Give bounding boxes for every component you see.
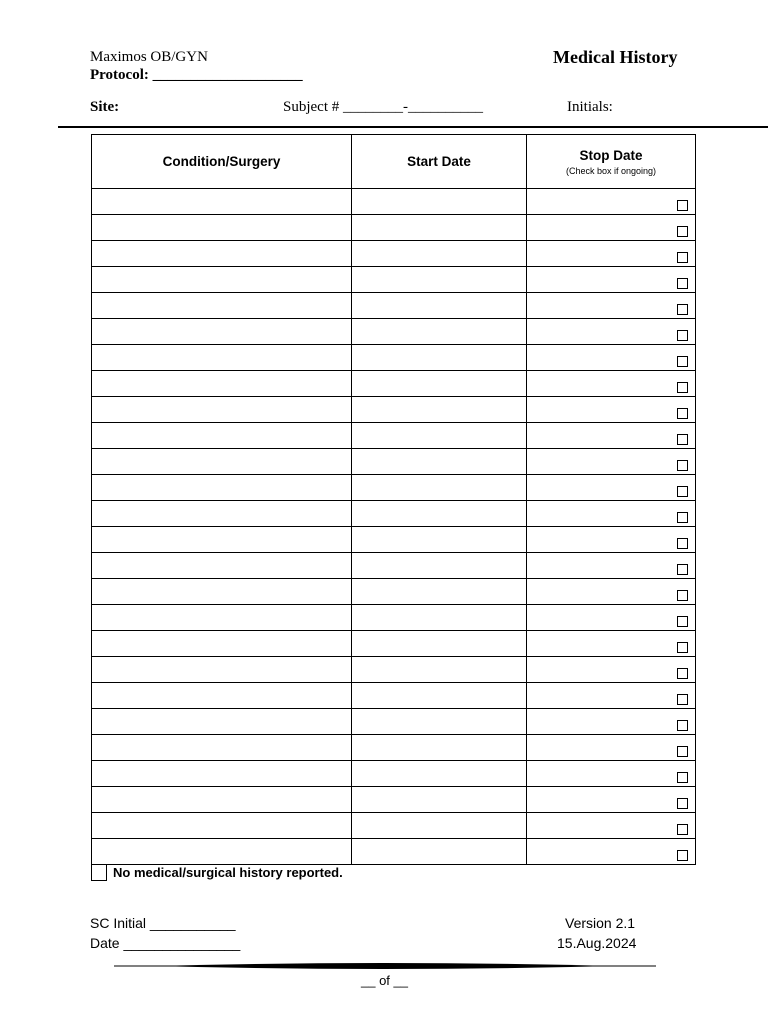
condition-cell[interactable]: [92, 631, 352, 657]
stop-date-cell[interactable]: [527, 683, 696, 709]
table-row: [92, 397, 696, 423]
start-date-cell[interactable]: [352, 683, 527, 709]
no-history-checkbox[interactable]: [91, 864, 107, 881]
condition-cell[interactable]: [92, 423, 352, 449]
ongoing-checkbox[interactable]: [677, 746, 688, 757]
ongoing-checkbox[interactable]: [677, 668, 688, 679]
condition-cell[interactable]: [92, 709, 352, 735]
stop-date-cell[interactable]: [527, 267, 696, 293]
table-row: [92, 345, 696, 371]
clinic-name: Maximos OB/GYN: [90, 49, 208, 65]
condition-cell[interactable]: [92, 735, 352, 761]
start-date-cell[interactable]: [352, 631, 527, 657]
start-date-cell[interactable]: [352, 267, 527, 293]
start-date-cell[interactable]: [352, 345, 527, 371]
ongoing-checkbox[interactable]: [677, 434, 688, 445]
start-date-cell[interactable]: [352, 709, 527, 735]
ongoing-checkbox[interactable]: [677, 252, 688, 263]
stop-date-cell[interactable]: [527, 293, 696, 319]
form-title: Medical History: [553, 47, 678, 67]
ongoing-checkbox[interactable]: [677, 486, 688, 497]
table-row: [92, 631, 696, 657]
table-row: [92, 319, 696, 345]
condition-cell[interactable]: [92, 319, 352, 345]
condition-cell[interactable]: [92, 475, 352, 501]
start-date-cell[interactable]: [352, 501, 527, 527]
ongoing-checkbox[interactable]: [677, 824, 688, 835]
condition-cell[interactable]: [92, 813, 352, 839]
stop-date-label: Stop Date: [579, 147, 643, 163]
table-row: [92, 761, 696, 787]
ongoing-checkbox[interactable]: [677, 304, 688, 315]
start-date-cell[interactable]: [352, 319, 527, 345]
initials-label: Initials:: [567, 99, 613, 115]
start-date-cell[interactable]: [352, 397, 527, 423]
table-row: [92, 293, 696, 319]
table-row: [92, 605, 696, 631]
start-date-cell[interactable]: [352, 241, 527, 267]
table-header-row: [92, 135, 696, 189]
condition-cell[interactable]: [92, 293, 352, 319]
condition-cell[interactable]: [92, 345, 352, 371]
table-row: [92, 735, 696, 761]
stop-date-cell[interactable]: [527, 189, 696, 215]
ongoing-checkbox[interactable]: [677, 642, 688, 653]
start-date-cell[interactable]: [352, 787, 527, 813]
stop-date-cell[interactable]: [527, 761, 696, 787]
stop-date-note: (Check box if ongoing): [565, 165, 657, 176]
ongoing-checkbox[interactable]: [677, 200, 688, 211]
table-row: [92, 215, 696, 241]
column-header-start-date: Start Date: [352, 135, 527, 189]
table-row: [92, 527, 696, 553]
start-date-cell[interactable]: [352, 371, 527, 397]
start-date-cell[interactable]: [352, 215, 527, 241]
start-date-cell[interactable]: [352, 761, 527, 787]
start-date-cell[interactable]: [352, 553, 527, 579]
condition-cell[interactable]: [92, 397, 352, 423]
table-row: [92, 683, 696, 709]
start-date-cell[interactable]: [352, 527, 527, 553]
table-row: [92, 579, 696, 605]
start-date-cell[interactable]: [352, 657, 527, 683]
table-row: [92, 657, 696, 683]
table-row: [92, 189, 696, 215]
condition-cell[interactable]: [92, 553, 352, 579]
table-row: [92, 371, 696, 397]
ongoing-checkbox[interactable]: [677, 278, 688, 289]
ongoing-checkbox[interactable]: [677, 226, 688, 237]
condition-cell[interactable]: [92, 579, 352, 605]
condition-cell[interactable]: [92, 527, 352, 553]
stop-date-cell[interactable]: [527, 813, 696, 839]
table-row: [92, 839, 696, 865]
ongoing-checkbox[interactable]: [677, 694, 688, 705]
stop-date-cell[interactable]: [527, 241, 696, 267]
ongoing-checkbox[interactable]: [677, 382, 688, 393]
start-date-cell[interactable]: [352, 735, 527, 761]
stop-date-cell[interactable]: [527, 449, 696, 475]
stop-date-cell[interactable]: [527, 319, 696, 345]
table-row: [92, 501, 696, 527]
condition-cell[interactable]: [92, 761, 352, 787]
start-date-cell[interactable]: [352, 475, 527, 501]
condition-cell[interactable]: [92, 501, 352, 527]
ongoing-checkbox[interactable]: [677, 720, 688, 731]
ongoing-checkbox[interactable]: [677, 356, 688, 367]
protocol-field[interactable]: Protocol: ____________________: [90, 67, 303, 83]
ongoing-checkbox[interactable]: [677, 798, 688, 809]
condition-cell[interactable]: [92, 449, 352, 475]
stop-date-cell[interactable]: [527, 787, 696, 813]
no-history-label: No medical/surgical history reported.: [113, 865, 343, 880]
ongoing-checkbox[interactable]: [677, 330, 688, 341]
ongoing-checkbox[interactable]: [677, 512, 688, 523]
condition-cell[interactable]: [92, 839, 352, 865]
table-row: [92, 267, 696, 293]
table-row: [92, 709, 696, 735]
condition-cell[interactable]: [92, 605, 352, 631]
table-row: [92, 241, 696, 267]
stop-date-cell[interactable]: [527, 397, 696, 423]
column-header-condition: Condition/Surgery: [92, 135, 352, 189]
medical-history-table: [91, 134, 696, 865]
start-date-cell[interactable]: [352, 839, 527, 865]
stop-date-cell[interactable]: [527, 631, 696, 657]
stop-date-cell[interactable]: [527, 345, 696, 371]
start-date-cell[interactable]: [352, 813, 527, 839]
condition-cell[interactable]: [92, 267, 352, 293]
footer-divider-swell: [154, 963, 614, 969]
table-row: [92, 813, 696, 839]
date-field[interactable]: Date _______________: [90, 935, 241, 951]
stop-date-cell[interactable]: [527, 579, 696, 605]
start-date-cell[interactable]: [352, 423, 527, 449]
ongoing-checkbox[interactable]: [677, 538, 688, 549]
header-divider: [58, 126, 768, 128]
stop-date-cell[interactable]: [527, 839, 696, 865]
start-date-cell[interactable]: [352, 449, 527, 475]
start-date-cell[interactable]: [352, 605, 527, 631]
stop-date-cell[interactable]: [527, 527, 696, 553]
table-row: [92, 475, 696, 501]
stop-date-cell[interactable]: [527, 423, 696, 449]
condition-cell[interactable]: [92, 215, 352, 241]
stop-date-cell[interactable]: [527, 709, 696, 735]
condition-cell[interactable]: [92, 787, 352, 813]
start-date-cell[interactable]: [352, 293, 527, 319]
column-header-stop-date: [527, 135, 696, 189]
start-date-cell[interactable]: [352, 189, 527, 215]
stop-date-cell[interactable]: [527, 371, 696, 397]
condition-cell[interactable]: [92, 371, 352, 397]
ongoing-checkbox[interactable]: [677, 460, 688, 471]
stop-date-cell[interactable]: [527, 735, 696, 761]
ongoing-checkbox[interactable]: [677, 408, 688, 419]
condition-cell[interactable]: [92, 189, 352, 215]
version-date: 15.Aug.2024: [557, 935, 637, 951]
page-count: __ of __: [361, 973, 408, 988]
stop-date-cell[interactable]: [527, 215, 696, 241]
stop-date-cell[interactable]: [527, 553, 696, 579]
condition-cell[interactable]: [92, 657, 352, 683]
version-label: Version 2.1: [565, 915, 636, 931]
stop-date-cell[interactable]: [527, 605, 696, 631]
stop-date-cell[interactable]: [527, 475, 696, 501]
table-row: [92, 553, 696, 579]
table-row: [92, 787, 696, 813]
footer-divider: [114, 960, 656, 972]
site-label: Site:: [90, 99, 120, 115]
stop-date-cell[interactable]: [527, 657, 696, 683]
condition-cell[interactable]: [92, 241, 352, 267]
condition-cell[interactable]: [92, 683, 352, 709]
ongoing-checkbox[interactable]: [677, 772, 688, 783]
ongoing-checkbox[interactable]: [677, 850, 688, 861]
ongoing-checkbox[interactable]: [677, 590, 688, 601]
stop-date-cell[interactable]: [527, 501, 696, 527]
ongoing-checkbox[interactable]: [677, 564, 688, 575]
start-date-cell[interactable]: [352, 579, 527, 605]
ongoing-checkbox[interactable]: [677, 616, 688, 627]
sc-initial-field[interactable]: SC Initial ___________: [90, 915, 236, 931]
subject-number-field[interactable]: Subject # ________-__________: [283, 99, 483, 115]
table-body: [92, 189, 696, 865]
table-row: [92, 423, 696, 449]
table-row: [92, 449, 696, 475]
